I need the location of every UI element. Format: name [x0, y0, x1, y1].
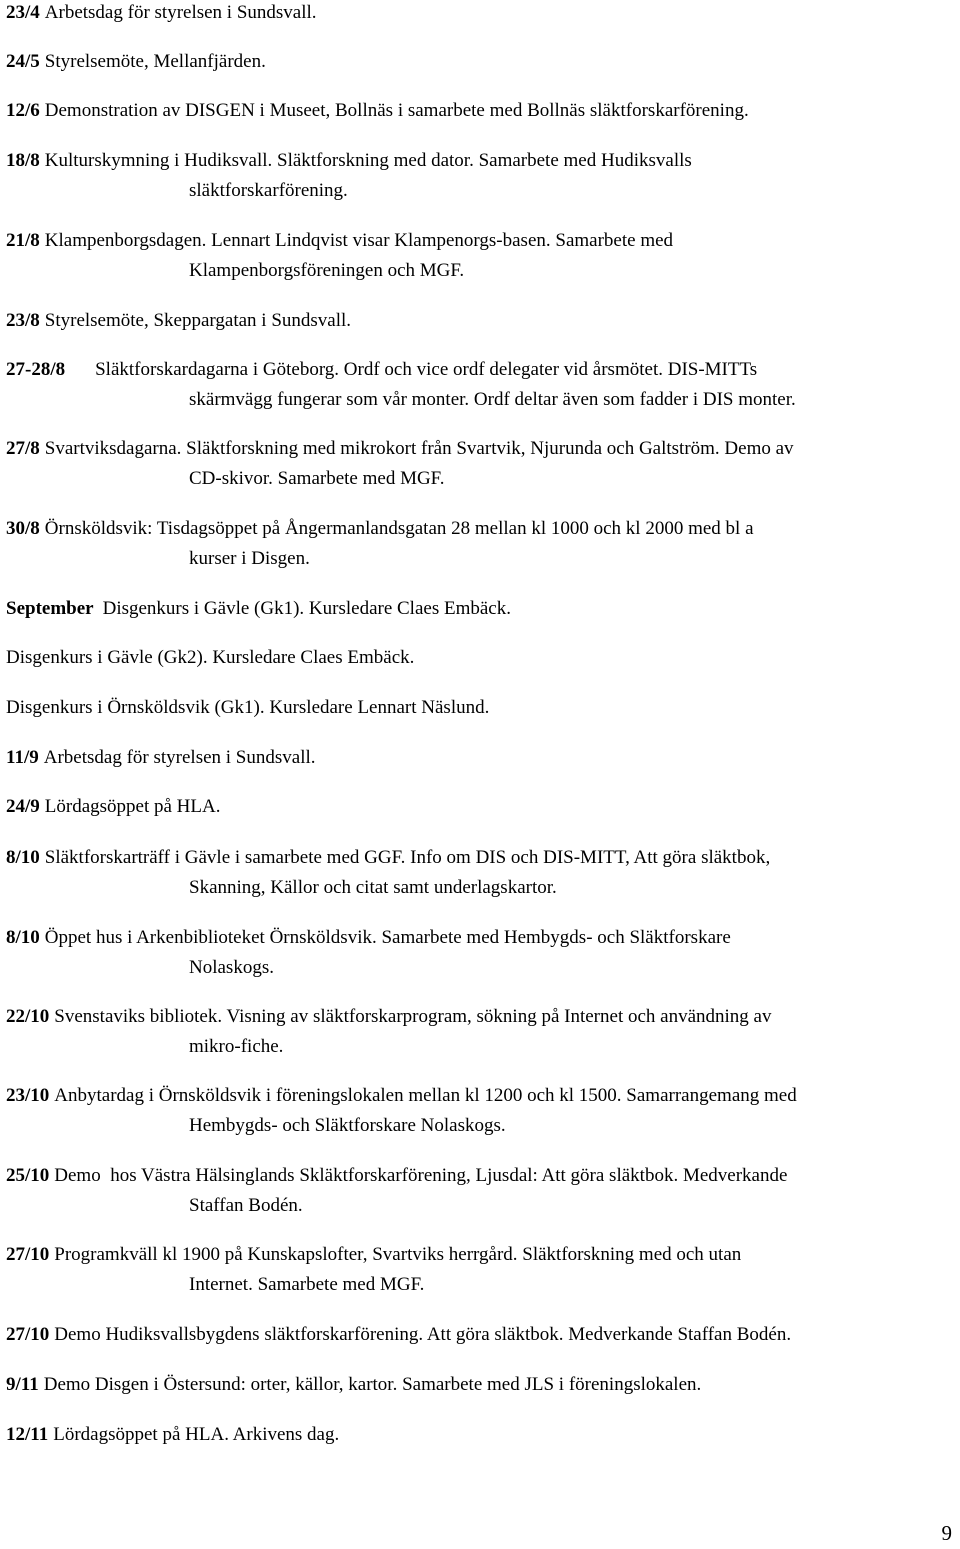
entry-date: 27/10 — [6, 1244, 50, 1265]
entry-8-10-b — [6, 923, 956, 982]
entry-text: Arbetsdag för styrelsen i Sundsvall. — [43, 747, 316, 768]
entry-date: 8/10 — [6, 927, 40, 948]
entry-text-continued: CD-skivor. Samarbete med MGF. — [189, 467, 445, 489]
entry-date: 21/8 — [6, 230, 40, 251]
entry-ornskoldsvik-gk1 — [6, 693, 956, 723]
entry-date: September — [6, 598, 94, 619]
entry-date: 12/6 — [6, 100, 40, 121]
entry-text: Släktforskarträff i Gävle i samarbete med GGF. Info om DIS och DIS-MITT, Att göra släktbok, — [44, 847, 771, 868]
entry-text: Demo hos Västra Hälsinglands Skläktforskarförening, Ljusdal: Att göra släktbok. Medverkande — [54, 1165, 788, 1186]
entry-date: 25/10 — [6, 1165, 50, 1186]
entry-date: 8/10 — [6, 847, 40, 868]
entry-date: 11/9 — [6, 747, 39, 768]
entry-18-8 — [6, 146, 956, 205]
entry-gavle-gk2 — [6, 643, 956, 673]
entry-date: 18/8 — [6, 150, 40, 171]
entry-text: Anbytardag i Örnsköldsvik i föreningslokalen mellan kl 1200 och kl 1500. Samarrangemang med — [54, 1085, 797, 1106]
entry-date: 23/10 — [6, 1085, 50, 1106]
entry-text: Örnsköldsvik: Tisdagsöppet på Ångermanlandsgatan 28 mellan kl 1000 och kl 2000 med bl a — [44, 518, 754, 539]
entry-text-continued: släktforskarförening. — [189, 179, 348, 201]
entry-text: Kulturskymning i Hudiksvall. Släktforskning med dator. Samarbete med Hudiksvalls — [44, 150, 692, 171]
entry-8-10-a — [6, 843, 956, 902]
entry-text-continued: mikro-fiche. — [189, 1035, 284, 1057]
entry-date: 24/5 — [6, 51, 40, 72]
entry-date: 24/9 — [6, 796, 40, 817]
entry-27-28-8 — [6, 355, 956, 414]
entry-text: Styrelsemöte, Skeppargatan i Sundsvall. — [44, 310, 352, 331]
entry-27-8 — [6, 434, 956, 493]
entry-text-continued: Klampenborgsföreningen och MGF. — [189, 259, 465, 281]
entry-12-11 — [6, 1420, 956, 1450]
entry-text: Disgenkurs i Örnsköldsvik (Gk1). Kursledare Lennart Näslund. — [6, 697, 490, 718]
entry-11-9 — [6, 743, 956, 773]
entry-text: Klampenborgsdagen. Lennart Lindqvist visar Klampenorgs-basen. Samarbete med — [44, 230, 674, 251]
entry-text: Demonstration av DISGEN i Museet, Bollnäs i samarbete med Bollnäs släktforskarförening. — [44, 100, 749, 121]
entry-date: 22/10 — [6, 1006, 50, 1027]
entry-date: 30/8 — [6, 518, 40, 539]
entry-date: 9/11 — [6, 1374, 39, 1395]
entry-text: Disgenkurs i Gävle (Gk2). Kursledare Claes Embäck. — [6, 647, 415, 668]
entry-23-8 — [6, 306, 956, 336]
entry-text: Demo Disgen i Östersund: orter, källor, kartor. Samarbete med JLS i föreningslokalen. — [43, 1374, 702, 1395]
entry-21-8 — [6, 226, 956, 285]
entry-text-continued: Nolaskogs. — [189, 956, 274, 978]
entry-12-6 — [6, 96, 956, 126]
entry-text: Lördagsöppet på HLA. — [44, 796, 221, 817]
entry-text-continued: Hembygds- och Släktforskare Nolaskogs. — [189, 1114, 506, 1136]
entry-text: Lördagsöppet på HLA. Arkivens dag. — [53, 1424, 340, 1445]
entry-date: 23/4 — [6, 2, 40, 23]
entry-23-10 — [6, 1081, 956, 1140]
entry-date: 27/10 — [6, 1324, 50, 1345]
entry-24-5 — [6, 47, 956, 77]
entry-text-continued: skärmvägg fungerar som vår monter. Ordf deltar även som fadder i DIS monter. — [189, 388, 796, 410]
entry-27-10-b — [6, 1320, 956, 1350]
entry-text-continued: kurser i Disgen. — [189, 547, 310, 569]
entry-text-continued: Staffan Bodén. — [189, 1194, 303, 1216]
entry-25-10 — [6, 1161, 956, 1220]
entry-date: 27/8 — [6, 438, 40, 459]
entry-text: Släktforskardagarna i Göteborg. Ordf och vice ordf delegater vid årsmötet. DIS-MITTs — [95, 359, 758, 380]
entry-30-8 — [6, 514, 956, 573]
entry-text: Öppet hus i Arkenbiblioteket Örnsköldsvik. Samarbete med Hembygds- och Släktforskare — [44, 927, 731, 948]
entry-text: Styrelsemöte, Mellanfjärden. — [44, 51, 266, 72]
entry-text: Disgenkurs i Gävle (Gk1). Kursledare Claes Embäck. — [102, 598, 511, 619]
entry-date: 23/8 — [6, 310, 40, 331]
entry-9-11 — [6, 1370, 956, 1400]
entry-text: Arbetsdag för styrelsen i Sundsvall. — [44, 2, 317, 23]
entry-24-9 — [6, 792, 956, 822]
entry-date: 12/11 — [6, 1424, 49, 1445]
entry-27-10-a — [6, 1240, 956, 1299]
entry-text-continued: Internet. Samarbete med MGF. — [189, 1273, 425, 1295]
entry-september — [6, 594, 956, 624]
entry-text: Demo Hudiksvallsbygdens släktforskarförening. Att göra släktbok. Medverkande Staffan Bodén. — [54, 1324, 792, 1345]
entry-date: 27-28/8 — [6, 359, 66, 380]
entry-23-4 — [6, 0, 956, 28]
entry-text: Svartviksdagarna. Släktforskning med mikrokort från Svartvik, Njurunda och Galtström. Demo av — [44, 438, 794, 459]
entry-text: Svenstaviks bibliotek. Visning av släktforskarprogram, sökning på Internet och användning av — [54, 1006, 772, 1027]
page-number: 9 — [941, 1521, 952, 1545]
entry-text-continued: Skanning, Källor och citat samt underlagskartor. — [189, 876, 557, 898]
entry-22-10 — [6, 1002, 956, 1061]
entry-text: Programkväll kl 1900 på Kunskapslofter, Svartviks herrgård. Släktforskning med och utan — [54, 1244, 742, 1265]
